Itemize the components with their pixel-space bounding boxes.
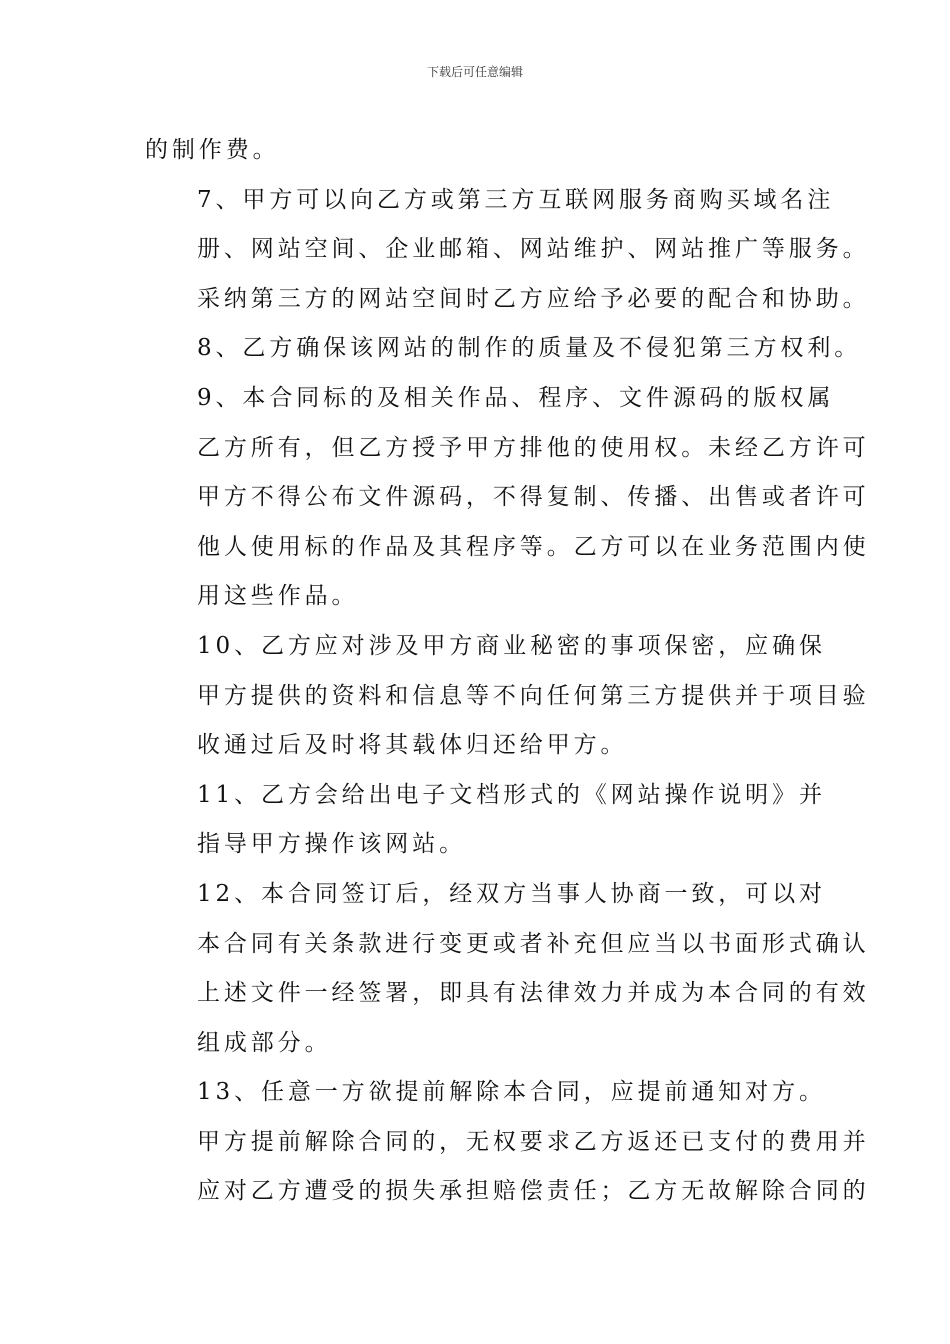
- clause-7: [145, 176, 870, 325]
- text-line: 11、乙方会给出电子文档形式的《网站操作说明》并: [197, 781, 826, 808]
- text-line: 乙方所有，但乙方授予甲方排他的使用权。未经乙方许可: [197, 434, 870, 461]
- text-line: 他人使用标的作品及其程序等。乙方可以在业务范围内使: [197, 533, 870, 560]
- paragraph-continuation: [145, 126, 810, 176]
- text-line: 上述文件一经签署，即具有法律效力并成为本合同的有效: [197, 980, 870, 1007]
- text-line: 的制作费。: [145, 137, 280, 163]
- text-line: 本合同有关条款进行变更或者补充但应当以书面形式确认: [197, 930, 870, 957]
- text-line: 甲方提前解除合同的，无权要求乙方返还已支付的费用并: [197, 1128, 870, 1155]
- text-line: 13、任意一方欲提前解除本合同，应提前通知对方。: [197, 1079, 826, 1106]
- text-line: 册、网站空间、企业邮箱、网站维护、网站推广等服务。: [197, 236, 870, 263]
- text-line: 收通过后及时将其载体归还给甲方。: [197, 732, 628, 759]
- clause-11: [145, 771, 826, 870]
- text-line: 9、本合同标的及相关作品、程序、文件源码的版权属: [197, 384, 835, 411]
- text-line: 采纳第三方的网站空间时乙方应给予必要的配合和协助。: [197, 285, 870, 312]
- text-line: 10、乙方应对涉及甲方商业秘密的事项保密，应确保: [197, 632, 826, 659]
- text-line: 用这些作品。: [197, 583, 359, 610]
- clause-13: [145, 1068, 870, 1217]
- text-line: 8、乙方确保该网站的制作的质量及不侵犯第三方权利。: [197, 335, 862, 362]
- clause-12: [145, 870, 870, 1068]
- text-line: 7、甲方可以向乙方或第三方互联网服务商购买域名注: [197, 186, 835, 213]
- text-line: 12、本合同签订后，经双方当事人协商一致，可以对: [197, 880, 826, 907]
- text-line: 甲方提供的资料和信息等不向任何第三方提供并于项目验: [197, 682, 870, 709]
- page-header: 下载后可任意编辑: [426, 65, 523, 79]
- text-line: 甲方不得公布文件源码，不得复制、传播、出售或者许可: [197, 484, 870, 511]
- text-line: 组成部分。: [197, 1029, 332, 1056]
- text-line: 应对乙方遭受的损失承担赔偿责任；乙方无故解除合同的: [197, 1178, 870, 1205]
- clause-9: [145, 374, 870, 622]
- clause-10: [145, 622, 870, 771]
- document-body: [145, 126, 870, 1217]
- clause-8: [145, 324, 862, 374]
- text-line: 指导甲方操作该网站。: [197, 831, 466, 858]
